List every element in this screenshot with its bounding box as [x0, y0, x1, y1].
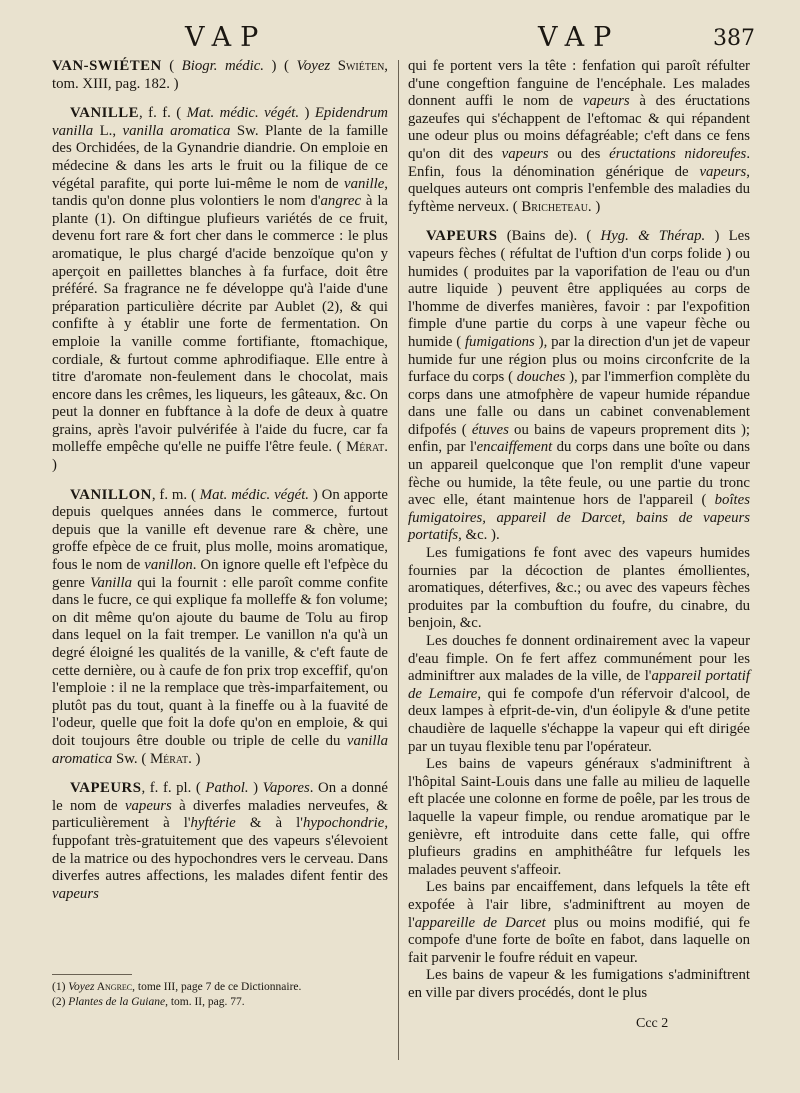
italic-term: appareille de Darcet — [414, 914, 546, 931]
footnote-marker: (1) — [52, 981, 69, 993]
cross-ref-name: Angrec — [94, 981, 133, 993]
text-run: ( — [161, 58, 182, 74]
text-run: Sw. ( — [112, 750, 150, 767]
italic-term: appareil portatif de Lemaire — [408, 668, 750, 702]
footnote-marker: (2) — [52, 995, 69, 1008]
cross-ref: Voyez — [296, 58, 331, 74]
italic-term: vapeurs — [501, 145, 549, 162]
text-run: Les douches fe donnent ordinairement avec la vapeur d'eau fimple. On fe fert affez communément pour les adminiftrer aux malades de la ville, de l' — [408, 633, 750, 685]
latin-name: vanilla aromatica — [52, 732, 388, 767]
entry-headword: VAPEURS — [426, 228, 498, 245]
cross-ref-name: Swiéten — [330, 58, 385, 74]
entry-headword: VAN-SWIÉTEN — [52, 58, 162, 74]
italic-term: Voyez — [68, 981, 95, 993]
text-run: , fuppofant très-gratuitement que des vapeurs s'élevoient de la matrice ou des hypochondres vers le cerveau. Dans diverfes autres affections, les malades difent fentir des — [52, 815, 389, 885]
author-signature: Mérat — [346, 439, 385, 456]
italic-term: hyftérie — [190, 815, 236, 832]
text-run: . On ignore quelle eft l'efpèce du genre — [52, 557, 388, 591]
text-run: ) ( — [264, 58, 297, 74]
text-run: . ) — [188, 750, 201, 767]
text-run: ) — [299, 105, 315, 122]
footnote-2 — [52, 995, 388, 1010]
text-run: à la plante (1). On diftingue plufieurs variétés de ce fruit, devenu fort rare & fort cher dans le commerce : le plus aromatique, le plus chargé d'acide benzoïque qu'on y aperçoit en paillettes blanches à fa furface, doit être préféré. Sa fragrance ne fe développe qu'à l'aide d'une préparation particulière décrite par Aublet (2), & qui confifte à y établir une forte de fermentation. On emploie la vanille comme fortifiante, ftomachique, cordiale, & furtout comme aphrodifiaque. Elle entre à titre d'aromate non-feulement dans le chocolat, mais encore dans les crêmes, les liqueurs, les gâteaux, &c. On peut la donner en fubftance à la dofe de deux à quatre grains, après l'avoir pulvérifée à l'aide du fucre, car fa molleffe empêche qu'elle ne puiffe l'être feule. ( — [52, 193, 388, 456]
italic-term: encaiffement — [476, 439, 553, 456]
text-run: , tome III, page 7 de ce Dictionnaire. — [132, 981, 302, 993]
text-run: . On a donné le nom de — [52, 780, 388, 814]
entry-vanille — [52, 105, 388, 474]
text-run: ), par l'immerfion complète du corps dans une atmofphère de vapeur humide répandue dans une falle ou dans un cabinet convenablement difpofés ( — [408, 369, 750, 438]
page-number: 387 — [713, 26, 755, 51]
italic-term: vapeurs — [124, 797, 172, 814]
italic-term: vanillon — [144, 557, 193, 574]
entry-headword: VANILLON — [70, 486, 152, 503]
left-column — [52, 58, 388, 915]
subject-tag: Pathol. — [205, 780, 249, 797]
text-run: , tom. II, pag. 77. — [165, 995, 245, 1008]
text-run: . ) — [52, 439, 388, 474]
subject-tag: Mat. médic. végét. — [199, 486, 310, 503]
text-run: , qui fe compofe d'un réfervoir d'alcool, de deux lampes à efprit-de-vin, d'un éolipyle & d'une petite chaudière de laquelle s'échappe la vapeur qui eft dirigée par un tuyau flexible tenu par l'opérateur. — [408, 685, 751, 755]
entry-vanillon — [52, 487, 388, 769]
text-run: & à l' — [235, 815, 303, 832]
text-run: à des éructations gazeufes qui s'échappent de l'eftomac & qui répandent une odeur plus ou moins défagréable; c'eft dans ce fens qu'on dit des — [408, 93, 750, 162]
author-signature: Bricheteau — [521, 198, 588, 215]
text-run: ) — [248, 780, 263, 797]
footnotes — [52, 980, 388, 1009]
entry-van-swieten — [52, 58, 388, 93]
italic-term: douches — [516, 369, 566, 386]
paragraph-ville: Les bains de vapeur & les fumigations s'adminiftrent en ville par divers procédés, dont le plus — [408, 967, 750, 1001]
text-run: qui fe portent vers la tête : fenfation qui paroît réfulter d'une congeftion fanguine de l'encéphale. Les malades donnent auffi le nom de — [408, 58, 750, 110]
text-run: , quelques auteurs ont compris l'enfemble des maladies du fyftème nerveux. ( — [408, 163, 750, 215]
text-run: (Bains de). ( — [497, 228, 601, 245]
entry-vapeurs-bains — [408, 228, 750, 545]
text-run: , f. f. ( — [139, 105, 187, 122]
text-run: du corps dans une boîte ou dans un appareil quelconque que l'on remplit d'une vapeur fèche ou humide, la tête feule, ou une partie du tronc avec elle, étant maintenue hors de l'appareil ( — [408, 439, 750, 509]
italic-term: vanille — [344, 175, 385, 192]
paragraph-fumigations: Les fumigations fe font avec des vapeurs humides fournies par la décoction de plantes émollientes, aromatiques, déterfives, &c.; ou avec des vapeurs fèches produites par la combuftion du foufre, du cinabre, du benjoin, &c. — [408, 545, 750, 632]
text-run: ) On apporte depuis quelques années dans le commerce, furtout depuis que la vanille eft devenue rare & chère, une groffe efpèce de ce fruit, plus molle, moins aromatique, fous le nom de — [52, 486, 389, 574]
latin-name: Vapores — [262, 780, 310, 797]
latin-name: vanilla aromatica — [122, 122, 231, 139]
author-signature: Mérat — [149, 750, 189, 767]
latin-name: Epidendrum vanilla — [52, 105, 388, 139]
italic-term: vapeurs — [582, 93, 630, 110]
subject-tag: Biogr. médic. — [181, 58, 265, 74]
subject-tag: Hyg. & Thérap. — [600, 228, 706, 245]
running-header-left: VAP — [185, 22, 268, 53]
text-run: Les bains par encaiffement, dans lefquels la tête eft expofée à l'air libre, s'adminiftrent au moyen de l' — [408, 879, 750, 931]
entry-headword: VANILLE — [70, 105, 140, 122]
entry-headword: VAPEURS — [70, 780, 142, 797]
text-run: , &c. ). — [458, 527, 500, 544]
footnote-1 — [52, 980, 388, 995]
text-run: . Enfin, fous la dénomination générique de — [408, 145, 751, 180]
text-run: à diverfes maladies nerveufes, & particulièrement à l' — [52, 797, 388, 832]
italic-term: vapeurs — [52, 885, 99, 902]
text-run: ou des — [548, 145, 610, 162]
italic-term: éructations nidoreufes — [609, 145, 747, 162]
paragraph-douches — [408, 633, 750, 756]
text-run: Sw. Plante de la famille des Orchidées, de la Gynandrie diandrie. On emploie en médecine & dans les arts le fruit ou la filique de ce végétal parafite, qui porte lui-même le nom de — [52, 122, 388, 192]
book-title: Plantes de la Guiane — [68, 995, 166, 1008]
text-run: , tom. XIII, pag. 182. ) — [52, 58, 388, 92]
footnote-rule — [52, 974, 132, 975]
text-run: . ) — [587, 198, 601, 215]
text-run: L., — [93, 122, 123, 139]
paragraph-vapeurs-cont — [408, 58, 750, 216]
right-column — [408, 58, 750, 1002]
text-run: ou bains de vapeurs proprement dits ); enfin, par l' — [408, 421, 750, 456]
italic-term: angrec — [320, 193, 362, 210]
text-run: qui la fournit : elle paroît comme confite dans le fucre, ce qui explique fa molleffe & fon volume; on dit même qu'on ajoute du baume de Tolu au firop dans lequel on la fait tremper. Le vanillon n'a qu'à un degré éloigné les qualités de la vanille, & c'eft faute de cette dernière, ou à caufe de fon prix trop exceffif, qu'on l'emploie : il ne la remplace que très-imparfaitement, ou plutôt pas du tout, quant à la fineffe ou à la fuavité de l'odeur, quelle que foit la dofe qu'on en emploie, & qui doit toujours être double ou triple de celle du — [52, 574, 388, 749]
latin-name: Vanilla — [90, 574, 132, 591]
italic-term: étuves — [471, 421, 509, 438]
italic-term: fumigations — [464, 333, 535, 350]
italic-term: boîtes fumigatoires, appareil de Darcet, bains de vapeurs portatifs — [408, 492, 750, 544]
italic-term: vapeurs — [699, 163, 747, 180]
column-divider — [398, 60, 399, 1060]
text-run: , f. f. pl. ( — [141, 780, 206, 797]
subject-tag: Mat. médic. végét. — [186, 105, 300, 122]
text-run: , f. m. ( — [151, 486, 200, 503]
text-run: ), par la direction d'un jet de vapeur humide fur une région plus ou moins circonfcrite de la furface du corps ( — [408, 333, 750, 386]
text-run: , tandis qu'on donne plus volontiers le nom d' — [52, 175, 388, 210]
printer-signature: Ccc 2 — [636, 1016, 669, 1031]
running-header-right: VAP — [538, 22, 621, 53]
text-run: ) Les vapeurs fèches ( réfultat de l'uftion d'un corps folide ) ou humides ( produites par la vaporifation de l'eau ou d'un autre liquide ) peuvent être appliquées au corps de l'homme de diverfes manières, favoir : par l'expofition fimple d'une partie du corps à une vapeur fèche ou humide ( — [408, 228, 750, 350]
text-run: plus ou moins modifié, qui fe compofe d'une forte de boîte en fabot, dans laquelle on fait parvenir le foufre réduit en vapeur. — [408, 914, 750, 966]
paragraph-bains-generaux: Les bains de vapeurs généraux s'adminiftrent à l'hôpital Saint-Louis dans une falle au milieu de laquelle eft placée une colonne en forme de poêle, par les trous de laquelle la vapeur fimple, ou rendue aromatique par le genièvre, eft introduite dans cette falle, qui offre plufieurs gradins en amphithéâtre fur lefquels les malades peuvent s'affeoir. — [408, 756, 750, 878]
paragraph-encaissement — [408, 879, 750, 967]
entry-vapeurs — [52, 780, 388, 903]
italic-term: hypochondrie — [302, 815, 385, 832]
